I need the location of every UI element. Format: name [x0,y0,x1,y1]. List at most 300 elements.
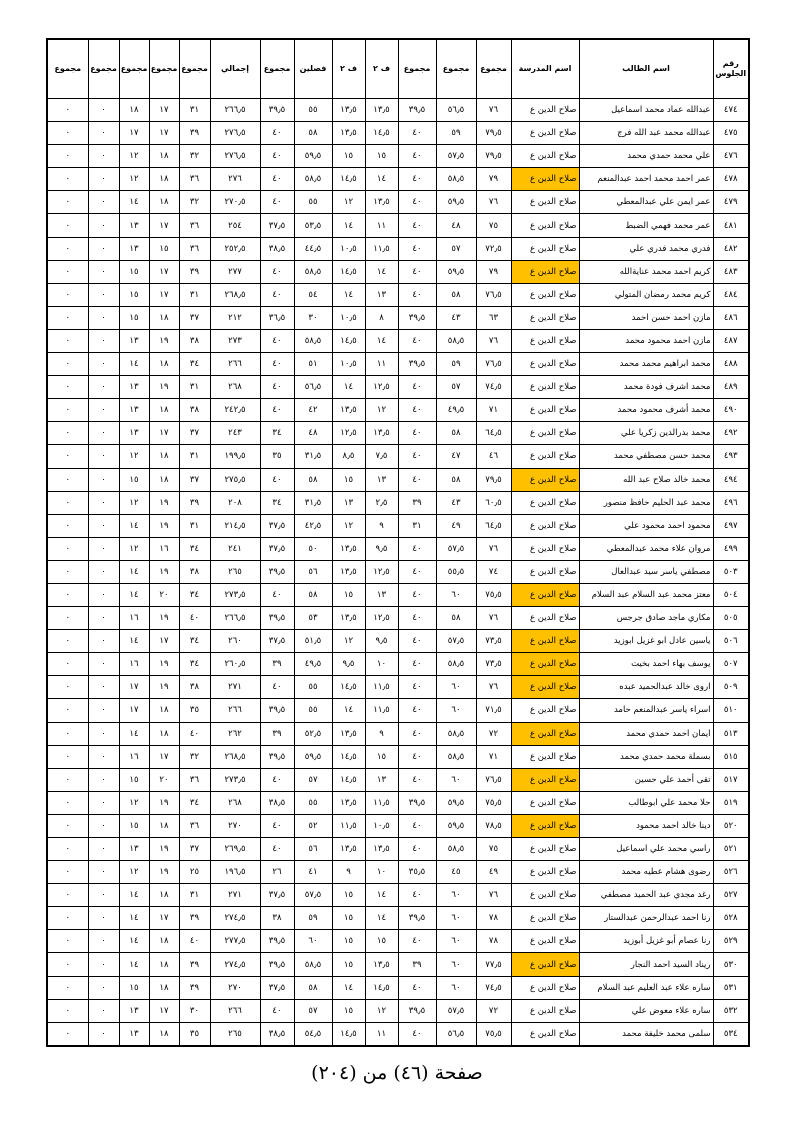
school-name-cell: صلاح الدين ع [511,376,579,399]
score-cell: ٤٠ [260,191,294,214]
score-cell: ١٥ [119,814,149,837]
score-cell: ٥٩ [294,907,332,930]
score-cell: ٤٠ [398,283,436,306]
score-cell: ١٢٫٥ [365,376,398,399]
score-cell: ٧٤٫٥ [476,976,511,999]
score-cell: ٢٧٦٫٥ [210,145,260,168]
score-cell: ١٣ [365,283,398,306]
student-name-cell: معتز محمد عبد السلام عبد السلام [579,583,713,606]
score-cell: ٢٦٨ [210,791,260,814]
score-cell: ٣٨ [179,560,210,583]
score-cell: ٠ [47,468,88,491]
score-cell: ٠ [88,399,119,422]
score-cell: ٢١٢ [210,306,260,329]
score-cell: ٣١ [179,445,210,468]
score-cell: ٧٦ [476,884,511,907]
score-cell: ٤٠ [398,884,436,907]
score-cell: ٢٤٢٫٥ [210,399,260,422]
score-cell: ١٤ [365,168,398,191]
score-cell: ٣٧ [179,306,210,329]
seat-number-cell: ٥١٧ [713,768,749,791]
score-cell: ٨٫٥ [332,445,365,468]
score-cell: ٧٦ [476,676,511,699]
student-name-cell: فدري محمد فدري علي [579,237,713,260]
score-cell: ١٥ [332,468,365,491]
score-cell: ٤٠ [398,145,436,168]
score-cell: ٠ [88,214,119,237]
score-cell: ٤٠ [398,1022,436,1046]
seat-number-cell: ٥٠٣ [713,560,749,583]
score-cell: ٥٩ [436,353,476,376]
score-cell: ٣٤ [260,491,294,514]
score-cell: ٣٩٫٥ [260,607,294,630]
school-name-cell: صلاح الدين ع [511,260,579,283]
score-cell: ٠ [88,237,119,260]
score-cell: ٠ [47,353,88,376]
table-row [47,399,749,422]
score-cell: ١٨ [149,399,179,422]
score-cell: ٣٤ [260,422,294,445]
score-cell: ٠ [47,768,88,791]
score-cell: ٠ [88,514,119,537]
score-cell: ٠ [88,907,119,930]
score-cell: ٠ [88,376,119,399]
school-name-cell: صلاح الدين ع [511,745,579,768]
score-cell: ١٢٫٥ [332,422,365,445]
column-header: مجموع [436,39,476,99]
score-cell: ٤٠ [398,560,436,583]
score-cell: ٠ [88,422,119,445]
seat-number-cell: ٥٢٠ [713,814,749,837]
score-cell: ٣٩ [260,722,294,745]
score-cell: ٠ [47,884,88,907]
table-row [47,930,749,953]
score-cell: ١١ [365,214,398,237]
score-cell: ٤٠ [398,838,436,861]
table-row [47,191,749,214]
score-cell: ١٣٫٥ [332,607,365,630]
score-cell: ٢٧٠ [210,814,260,837]
score-cell: ٤٠ [398,399,436,422]
score-cell: ٥٧٫٥ [294,884,332,907]
score-cell: ١٧ [149,422,179,445]
score-cell: ٠ [88,353,119,376]
score-cell: ٦٣ [476,306,511,329]
score-cell: ٥٨ [294,122,332,145]
score-cell: ٠ [88,699,119,722]
score-cell: ١٨ [149,145,179,168]
score-cell: ٦٠ [436,583,476,606]
score-cell: ٠ [88,768,119,791]
score-cell: ٣٢ [179,145,210,168]
table-row [47,814,749,837]
score-cell: ٤٠ [260,838,294,861]
score-cell: ٥٩٫٥ [294,745,332,768]
score-cell: ٠ [47,537,88,560]
table-row [47,237,749,260]
table-row [47,907,749,930]
school-name-cell: صلاح الدين ع [511,1022,579,1046]
score-cell: ٤٠ [398,976,436,999]
score-cell: ١٨ [149,976,179,999]
column-header: ف ٢ [332,39,365,99]
score-cell: ٠ [88,1022,119,1046]
score-cell: ٩ [365,722,398,745]
score-cell: ٣١ [179,376,210,399]
score-cell: ١٤ [365,329,398,352]
score-cell: ٤٠ [179,930,210,953]
student-name-cell: علي محمد حمدي محمد [579,145,713,168]
student-name-cell: محمد خالد صلاح عبد الله [579,468,713,491]
school-name-cell: صلاح الدين ع [511,976,579,999]
score-cell: ٠ [88,491,119,514]
score-cell: ٧٧٫٥ [476,953,511,976]
score-cell: ١٦ [119,745,149,768]
score-cell: ١٤ [119,953,149,976]
score-cell: ٥٣ [294,607,332,630]
score-cell: ٤٠ [260,376,294,399]
score-cell: ٤٠ [398,191,436,214]
table-row [47,353,749,376]
seat-number-cell: ٤٨٢ [713,237,749,260]
score-cell: ٠ [47,953,88,976]
score-cell: ٤٠ [398,168,436,191]
score-cell: ٢٧٦٫٥ [210,122,260,145]
score-cell: ١٧ [149,214,179,237]
score-cell: ١١٫٥ [332,814,365,837]
score-cell: ٤٠ [260,260,294,283]
table-row [47,676,749,699]
score-cell: ٠ [47,630,88,653]
student-name-cell: ايمان احمد حمدي محمد [579,722,713,745]
score-cell: ٤٠ [398,653,436,676]
score-cell: ٠ [88,283,119,306]
score-cell: ١٣ [119,329,149,352]
score-cell: ٣٩ [179,953,210,976]
school-name-cell: صلاح الدين ع [511,560,579,583]
score-cell: ١٥ [332,145,365,168]
seat-number-cell: ٥١٣ [713,722,749,745]
score-cell: ٣٠ [294,306,332,329]
student-name-cell: سلمى محمد خليفة محمد [579,1022,713,1046]
seat-number-cell: ٥١٠ [713,699,749,722]
score-cell: ٠ [88,838,119,861]
school-name-cell: صلاح الدين ع [511,283,579,306]
score-cell: ١٣ [119,214,149,237]
score-cell: ٣٧٫٥ [260,514,294,537]
score-cell: ٣٦ [179,814,210,837]
score-cell: ١٨ [149,953,179,976]
score-cell: ١١٫٥ [365,237,398,260]
student-name-cell: محمد اشرف فودة محمد [579,376,713,399]
seat-number-cell: ٥٠٥ [713,607,749,630]
school-name-cell: صلاح الدين ع [511,999,579,1022]
student-name-cell: كريم محمد رمضان المتولي [579,283,713,306]
score-cell: ١٢ [119,168,149,191]
score-cell: ١٥ [332,884,365,907]
score-cell: ٢٤١ [210,537,260,560]
score-cell: ١٤٫٥ [332,745,365,768]
table-row [47,329,749,352]
score-cell: ١٢ [365,999,398,1022]
score-cell: ٤٨ [436,214,476,237]
score-cell: ٣١٫٥ [294,491,332,514]
score-cell: ٣٧٫٥ [260,630,294,653]
score-cell: ٥١٫٥ [294,630,332,653]
student-name-cell: محمد أشرف محمود محمد [579,399,713,422]
score-cell: ٥٨٫٥ [436,722,476,745]
score-cell: ١٣ [365,468,398,491]
score-cell: ٤٦ [476,445,511,468]
table-row [47,99,749,122]
score-cell: ١٣ [119,399,149,422]
score-cell: ٩٫٥ [365,537,398,560]
score-cell: ٤٠ [398,745,436,768]
score-cell: ٤٩٫٥ [294,653,332,676]
score-cell: ٤٠ [260,999,294,1022]
score-cell: ٥٧٫٥ [436,999,476,1022]
student-name-cell: ريناد السيد احمد النجار [579,953,713,976]
column-header: مجموع [47,39,88,99]
table-row [47,283,749,306]
score-cell: ١١٫٥ [365,699,398,722]
score-cell: ٢٧٧ [210,260,260,283]
score-cell: ٢٦٦٫٥ [210,607,260,630]
score-cell: ٥٧٫٥ [436,537,476,560]
school-name-cell: صلاح الدين ع [511,653,579,676]
score-cell: ٧٨٫٥ [476,814,511,837]
score-cell: ٣٦ [179,214,210,237]
score-cell: ١٥ [365,745,398,768]
score-cell: ٥٩٫٥ [294,145,332,168]
score-cell: ٢٥٤ [210,214,260,237]
table-row [47,560,749,583]
score-cell: ٣٩ [179,907,210,930]
score-cell: ٠ [47,399,88,422]
score-cell: ٢٦٨٫٥ [210,745,260,768]
seat-number-cell: ٤٧٦ [713,145,749,168]
score-cell: ٠ [88,653,119,676]
score-cell: ١٤ [332,214,365,237]
score-cell: ١٩ [149,791,179,814]
score-cell: ٦٠ [294,930,332,953]
score-cell: ١٩ [149,514,179,537]
score-cell: ٥٨ [294,583,332,606]
student-name-cell: حلا محمد علي ابوطالب [579,791,713,814]
score-cell: ٤٠ [398,722,436,745]
score-cell: ٣٥ [179,1022,210,1046]
score-cell: ١٤ [119,630,149,653]
table-row [47,260,749,283]
score-cell: ٠ [88,630,119,653]
student-name-cell: يوسف بهاء احمد بخيت [579,653,713,676]
score-cell: ٧٩٫٥ [476,145,511,168]
score-cell: ٣٧٫٥ [260,214,294,237]
score-cell: ٠ [88,329,119,352]
score-cell: ٤٠ [398,260,436,283]
score-cell: ١٥ [119,768,149,791]
score-cell: ١٤ [119,930,149,953]
score-cell: ٩ [365,514,398,537]
score-cell: ٥٩٫٥ [436,260,476,283]
score-cell: ٢٧٧٫٥ [210,930,260,953]
seat-number-cell: ٥٠٤ [713,583,749,606]
score-cell: ٧٩ [476,260,511,283]
score-cell: ١٩ [149,676,179,699]
score-cell: ٠ [88,445,119,468]
score-cell: ٣٨٫٥ [260,237,294,260]
score-cell: ١٥ [332,953,365,976]
column-header: مجموع [179,39,210,99]
score-cell: ٣٩٫٥ [260,953,294,976]
score-cell: ٢٦٨٫٥ [210,283,260,306]
score-cell: ٥٦٫٥ [436,99,476,122]
seat-number-cell: ٥١٥ [713,745,749,768]
score-cell: ٠ [47,607,88,630]
score-cell: ١٤ [119,907,149,930]
school-name-cell: صلاح الدين ع [511,468,579,491]
seat-number-cell: ٤٩٠ [713,399,749,422]
score-cell: ١٠٫٥ [332,306,365,329]
table-row [47,630,749,653]
student-name-cell: مازن احمد محمود محمد [579,329,713,352]
table-row [47,376,749,399]
score-cell: ١٣٫٥ [332,791,365,814]
school-name-cell: صلاح الدين ع [511,907,579,930]
score-cell: ٥٥ [294,699,332,722]
score-cell: ٠ [47,145,88,168]
score-cell: ٣٤ [179,537,210,560]
student-name-cell: تقى أحمد علي حسين [579,768,713,791]
student-name-cell: مكاري ماجد صادق جرجس [579,607,713,630]
score-cell: ٥٨٫٥ [294,168,332,191]
table-row [47,768,749,791]
score-cell: ١٢ [119,791,149,814]
score-cell: ٢٦ [260,861,294,884]
score-cell: ١٣٫٥ [332,122,365,145]
score-cell: ٧٢ [476,722,511,745]
school-name-cell: صلاح الدين ع [511,630,579,653]
score-cell: ٠ [47,237,88,260]
table-row [47,468,749,491]
score-cell: ٠ [47,838,88,861]
score-cell: ٥١ [294,353,332,376]
score-cell: ١٤ [119,583,149,606]
score-cell: ٢٦٦٫٥ [210,99,260,122]
score-cell: ٦٠ [436,768,476,791]
score-cell: ٣٩ [179,491,210,514]
score-cell: ٣١ [179,514,210,537]
seat-number-cell: ٥٢٩ [713,930,749,953]
score-cell: ١٣٫٥ [365,191,398,214]
student-name-cell: عبدالله محمد عبد الله فرج [579,122,713,145]
score-cell: ٤٠ [260,468,294,491]
score-cell: ٥٨ [294,976,332,999]
score-cell: ٠ [88,814,119,837]
score-cell: ٢١٤٫٥ [210,514,260,537]
column-header: مجموع [119,39,149,99]
score-cell: ١٢ [332,191,365,214]
score-cell: ٧٦٫٥ [476,283,511,306]
table-row [47,145,749,168]
score-cell: ٢٧٠ [210,976,260,999]
score-cell: ٤٥ [436,861,476,884]
seat-number-cell: ٤٨٤ [713,283,749,306]
score-cell: ٠ [47,907,88,930]
score-cell: ٤٠ [398,814,436,837]
score-cell: ٤١ [294,861,332,884]
score-cell: ٠ [47,99,88,122]
seat-number-cell: ٥١٩ [713,791,749,814]
score-cell: ١١ [365,1022,398,1046]
table-row [47,861,749,884]
score-cell: ٣٩٫٥ [398,907,436,930]
score-cell: ٥٨٫٥ [294,260,332,283]
score-cell: ٥٦ [294,560,332,583]
score-cell: ٢٦٨ [210,376,260,399]
score-cell: ٤٠ [398,214,436,237]
score-cell: ٩ [332,861,365,884]
seat-number-cell: ٤٧٤ [713,99,749,122]
score-cell: ١٧ [119,676,149,699]
school-name-cell: صلاح الدين ع [511,607,579,630]
column-header: مجموع [88,39,119,99]
table-row [47,445,749,468]
score-cell: ٣١ [179,283,210,306]
score-cell: ٠ [47,122,88,145]
score-cell: ٥٨٫٥ [294,953,332,976]
score-cell: ٣٨ [260,907,294,930]
score-cell: ٢٧١ [210,884,260,907]
score-cell: ٢٦٥ [210,1022,260,1046]
school-name-cell: صلاح الدين ع [511,168,579,191]
student-name-cell: اسراء ياسر عبدالمنعم حامد [579,699,713,722]
seat-number-cell: ٤٧٩ [713,191,749,214]
score-cell: ١٨ [149,884,179,907]
score-cell: ٣٨ [179,676,210,699]
score-cell: ١٤٫٥ [365,976,398,999]
score-cell: ٤٠ [398,768,436,791]
score-cell: ٧٣٫٥ [476,653,511,676]
score-cell: ١٤٫٥ [332,1022,365,1046]
score-cell: ٥٨٫٥ [436,745,476,768]
student-name-cell: بسملة محمد حمدي محمد [579,745,713,768]
seat-number-cell: ٥٣٢ [713,999,749,1022]
score-cell: ٠ [47,745,88,768]
score-cell: ٣٨٫٥ [260,791,294,814]
column-header: ف ٢ [365,39,398,99]
seat-number-cell: ٤٧٨ [713,168,749,191]
school-name-cell: صلاح الدين ع [511,491,579,514]
score-cell: ٠ [47,260,88,283]
school-name-cell: صلاح الدين ع [511,306,579,329]
student-name-cell: مازن احمد حسن احمد [579,306,713,329]
score-cell: ٤٠ [398,699,436,722]
score-cell: ١٩٩٫٥ [210,445,260,468]
score-cell: ٠ [88,791,119,814]
school-name-cell: صلاح الدين ع [511,861,579,884]
score-cell: ٦٠ [436,953,476,976]
score-cell: ١٣ [119,999,149,1022]
score-cell: ١٧ [149,260,179,283]
score-cell: ١٨ [149,814,179,837]
score-cell: ٠ [88,122,119,145]
table-row [47,653,749,676]
score-cell: ١١٫٥ [365,676,398,699]
score-cell: ١٢ [119,861,149,884]
score-cell: ٠ [47,168,88,191]
school-name-cell: صلاح الدين ع [511,145,579,168]
